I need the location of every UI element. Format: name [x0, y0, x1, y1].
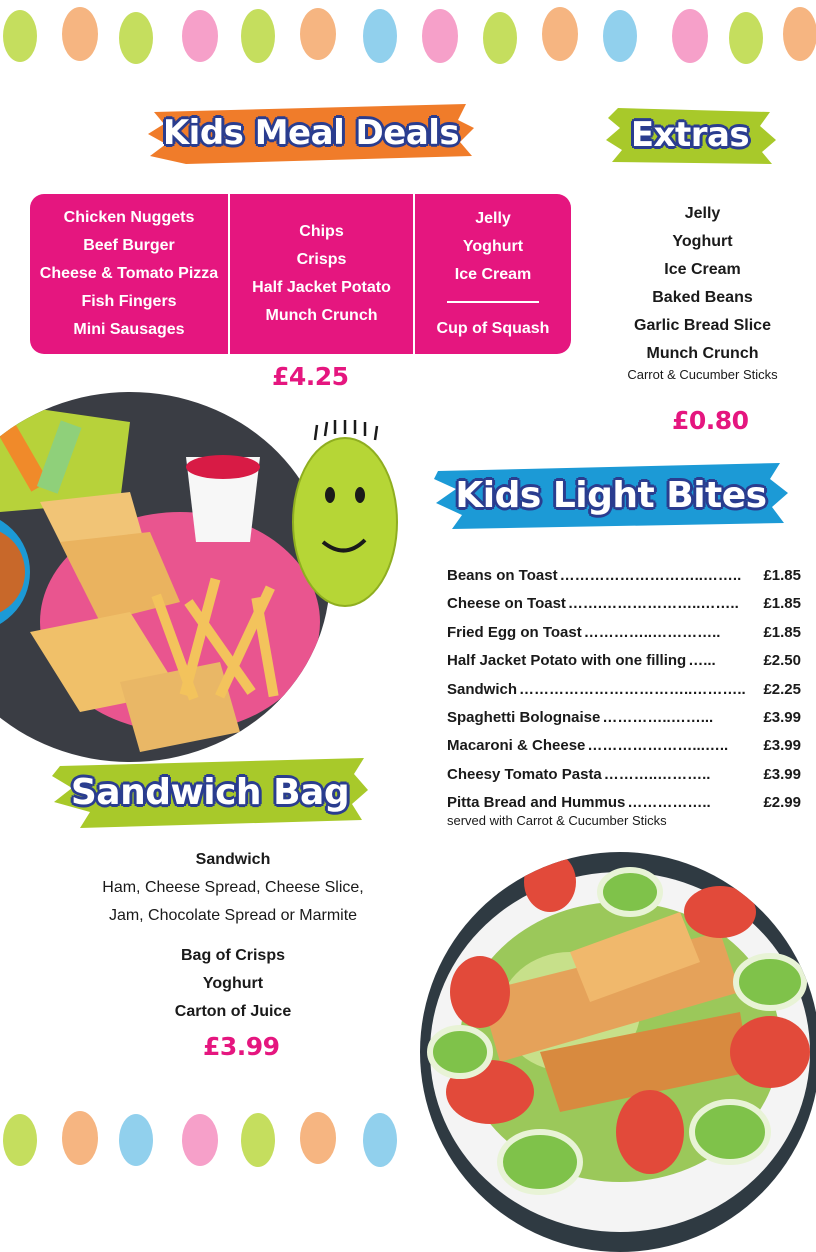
- bottom-fingerprint-border: [0, 1100, 430, 1170]
- extras-price: £0.80: [672, 406, 749, 435]
- meal-deal-sides: [230, 194, 413, 354]
- light-bite-price: £2.25: [763, 680, 801, 698]
- side-item: Crisps: [296, 251, 347, 268]
- leader-dots: …...: [688, 652, 716, 670]
- sandwich-bag-banner: [50, 752, 370, 832]
- extras-item: Munch Crunch: [646, 345, 759, 362]
- salad-photo: [420, 852, 816, 1252]
- meal-deals-banner: [146, 98, 476, 168]
- light-bite-price: £2.99: [763, 794, 801, 812]
- sandwich-fillings-line: Jam, Chocolate Spread or Marmite: [108, 907, 358, 924]
- side-item: Munch Crunch: [265, 307, 378, 324]
- main-item: Cheese & Tomato Pizza: [39, 265, 219, 282]
- kids-meal-photo: [0, 392, 330, 762]
- side-item: Half Jacket Potato: [252, 279, 391, 296]
- fingerprint-characters-bottom: [3, 1111, 397, 1167]
- dessert-item: Yoghurt: [462, 238, 524, 255]
- extras-item: Yoghurt: [672, 233, 733, 250]
- extras-note: Carrot & Cucumber Sticks: [627, 367, 778, 382]
- kids-meal-illustration: [0, 392, 330, 762]
- meal-deal-desserts: [415, 194, 571, 354]
- sandwich-extra-item: Carton of Juice: [174, 1003, 292, 1020]
- sandwich-extra-item: Bag of Crisps: [180, 947, 285, 964]
- main-item: Mini Sausages: [73, 321, 185, 338]
- light-bite-row: [447, 761, 801, 789]
- extras-banner: [600, 100, 780, 170]
- sandwich-bag-price: £3.99: [203, 1032, 280, 1061]
- leader-dots: …………..……...: [602, 709, 714, 727]
- extras-item: Ice Cream: [664, 261, 741, 278]
- extras-item: Baked Beans: [652, 289, 753, 306]
- leader-dots: ………..………..: [603, 765, 711, 783]
- light-bite-row: [447, 590, 801, 618]
- light-bites-banner: [432, 455, 790, 535]
- light-bites-note: served with Carrot & Cucumber Sticks: [447, 812, 667, 828]
- main-item: Chicken Nuggets: [63, 209, 195, 226]
- leader-dots: ……………..: [627, 794, 711, 812]
- light-bite-price: £3.99: [763, 765, 801, 783]
- light-bite-row: [447, 647, 801, 675]
- fingerprint-mascot: [285, 420, 405, 610]
- main-item: Beef Burger: [83, 237, 175, 254]
- light-bite-name: Pitta Bread and Hummus: [447, 794, 626, 812]
- light-bite-price: £2.50: [763, 652, 801, 670]
- light-bite-row: [447, 619, 801, 647]
- light-bite-row: [447, 732, 801, 760]
- light-bite-row: [447, 704, 801, 732]
- light-bite-name: Beans on Toast: [447, 567, 558, 584]
- meal-deal-box: [30, 194, 571, 354]
- sandwich-fillings-line: Ham, Cheese Spread, Cheese Slice,: [102, 879, 364, 896]
- top-fingerprint-border: [0, 0, 816, 70]
- light-bite-price: £3.99: [763, 737, 801, 755]
- extras-list: [600, 200, 805, 382]
- light-bites-title: Kids Light Bites: [455, 474, 767, 516]
- drink-item: Cup of Squash: [436, 320, 550, 337]
- light-bites-list: [447, 562, 801, 828]
- fingerprint-characters-top: [3, 7, 816, 64]
- side-item: Chips: [299, 223, 344, 240]
- sandwich-extra-item: Yoghurt: [202, 975, 264, 992]
- dessert-item: Ice Cream: [454, 266, 532, 283]
- light-bite-name: Spaghetti Bolognaise: [447, 709, 601, 727]
- sandwich-bag-details: [70, 846, 396, 1026]
- leader-dots: ……………………………..………..: [519, 680, 746, 698]
- spacer: [70, 930, 396, 942]
- leader-dots: …………………...…..: [587, 737, 729, 755]
- light-bite-price: £1.85: [763, 623, 801, 641]
- light-bite-name: Fried Egg on Toast: [447, 623, 582, 641]
- leader-dots: ………………………..……..: [559, 567, 742, 584]
- light-bite-price: £3.99: [763, 709, 801, 727]
- meal-deals-title: Kids Meal Deals: [162, 113, 460, 153]
- dessert-drink-separator: [447, 301, 539, 303]
- light-bite-name: Cheese on Toast: [447, 595, 566, 613]
- light-bite-name: Macaroni & Cheese: [447, 737, 586, 755]
- leader-dots: …………..…………..: [583, 623, 721, 641]
- light-bite-price: £1.85: [763, 595, 801, 613]
- light-bite-row: [447, 562, 801, 590]
- salad-illustration: [420, 852, 816, 1252]
- meal-deal-price: £4.25: [272, 362, 349, 391]
- dessert-item: Jelly: [475, 210, 511, 227]
- leader-dots: …….………………..……..: [567, 595, 739, 613]
- meal-deal-mains: [30, 194, 228, 354]
- main-item: Fish Fingers: [81, 293, 177, 310]
- sandwich-heading: Sandwich: [195, 851, 271, 868]
- sandwich-bag-title: Sandwich Bag: [70, 771, 350, 813]
- extras-item: Garlic Bread Slice: [634, 317, 771, 334]
- light-bite-name: Cheesy Tomato Pasta: [447, 765, 602, 783]
- extras-item: Jelly: [684, 205, 721, 222]
- light-bite-name: Sandwich: [447, 680, 518, 698]
- light-bite-name: Half Jacket Potato with one filling: [447, 652, 687, 670]
- light-bite-row: [447, 676, 801, 704]
- extras-title: Extras: [630, 115, 750, 155]
- light-bite-price: £1.85: [763, 567, 801, 584]
